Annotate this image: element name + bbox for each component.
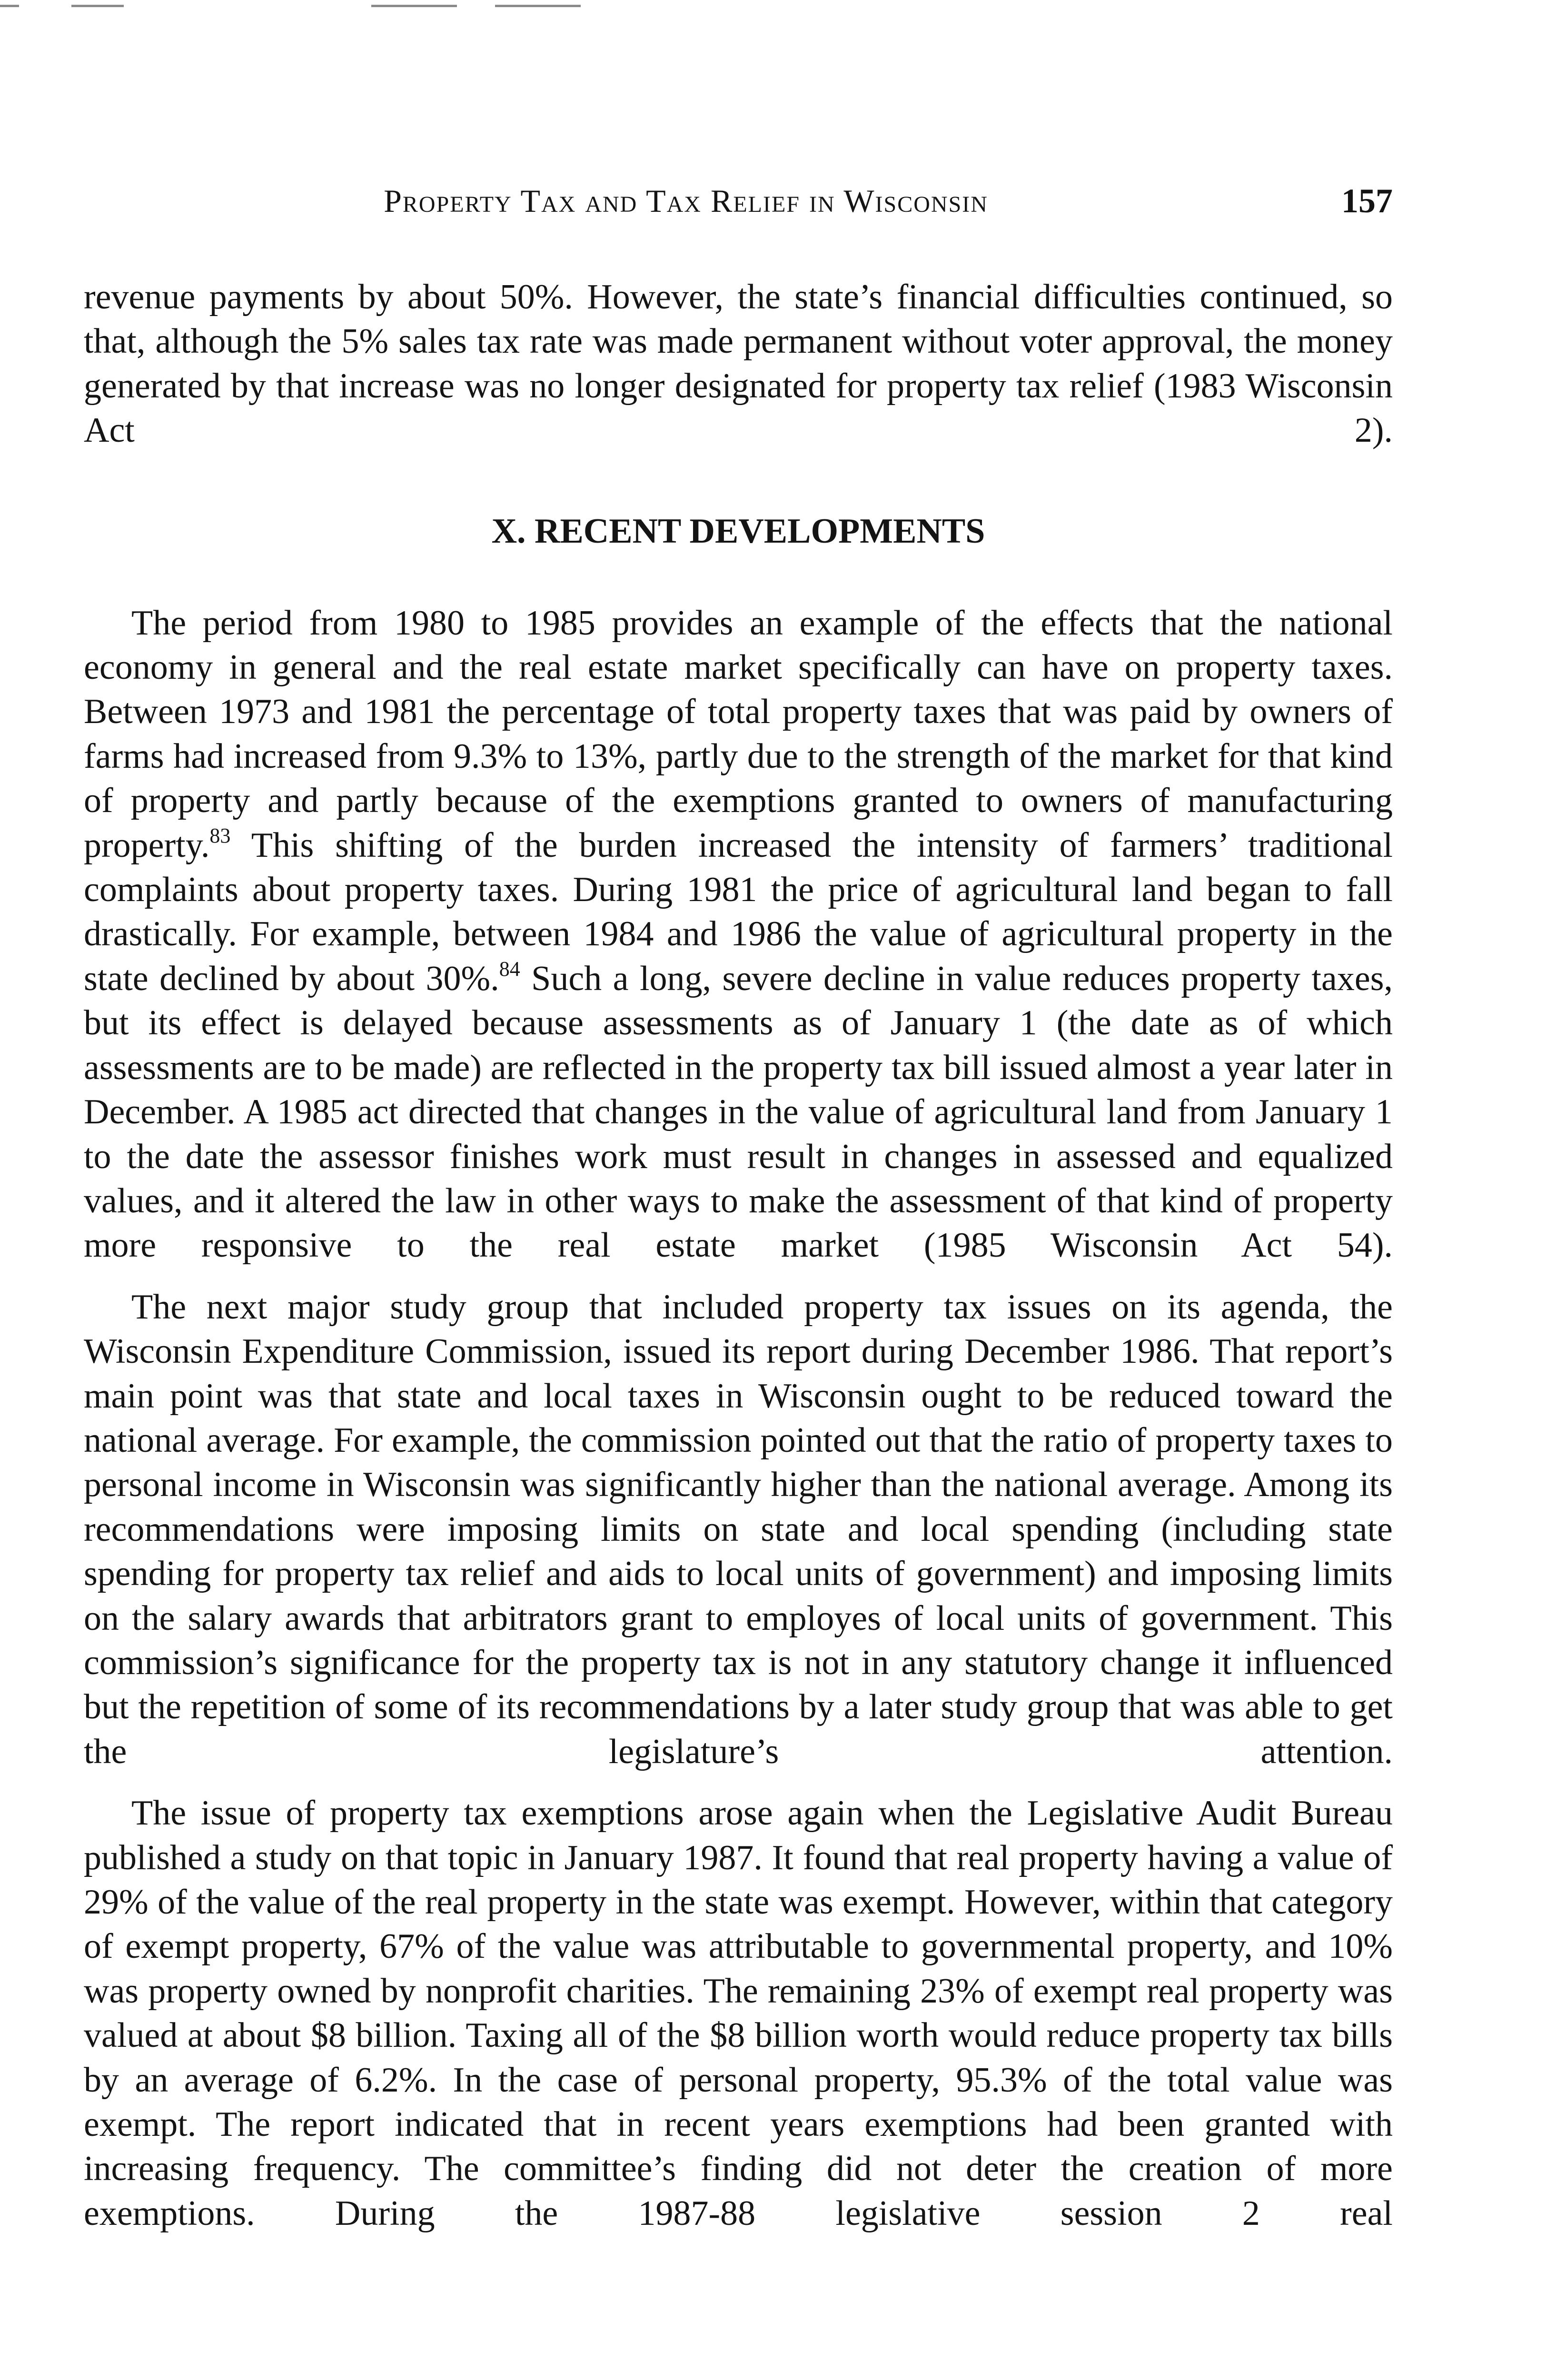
scan-artifact-marks: [0, 0, 619, 19]
paragraph-text: The period from 1980 to 1985 provides an example of the effects that the national economy in general and the real estate market specifically can have on property taxes. Between 1973 and 1981 the percentage of total property taxes that was paid by owners of farms had increased from 9.3% to 13%, partly due to the strength of the market for that kind of property and partly because of the exemptions granted to owners of manufacturing property.: [84, 603, 1393, 865]
paragraph-continuation: [84, 275, 1393, 453]
paragraph-text: Such a long, severe decline in value reduces property taxes, but its effect is delayed because assessments as of January 1 (the date as of which assessments are to be made) are reflected in the property tax bill issued almost a year later in December. A 1985 act directed that changes in the value of agricultural land from January 1 to the date the assessor finishes work must result in changes in assessed and equalized values, and it altered the law in other ways to make the assessment of that kind of property more responsive to the real estate market (1985 Wisconsin Act 54).: [84, 959, 1393, 1265]
footnote-ref-83[interactable]: 83: [209, 823, 231, 847]
section-heading: X. RECENT DEVELOPMENTS: [491, 511, 985, 551]
page-number: 157: [1341, 182, 1393, 220]
paragraph-text: The next major study group that included property tax issues on its agenda, the Wisconsin Expenditure Commission, issued its report during December 1986. That report’s main point was that state and local taxes in Wisconsin ought to be reduced toward the national average. For example, the commission pointed out that the ratio of property taxes to personal income in Wisconsin was significantly higher than the national average. Among its recommendations were imposing limits on state and local spending (including state spending for property tax relief and aids to local units of government) and imposing limits on the salary awards that arbitrators grant to employes of local units of government. This commission’s significance for the property tax is not in any statutory change it influenced but the repetition of some of its recommendations by a later study group that was able to get the legislature’s attention.: [84, 1287, 1393, 1771]
paragraph-text: This shifting of the burden increased the intensity of farmers’ traditional complaints about property taxes. During 1981 the price of agricultural land began to fall drastically. For example, between 1984 and 1986 the value of agricultural property in the state declined by about 30%.: [84, 825, 1393, 998]
paragraph-tax-exemptions: [84, 1791, 1393, 2236]
paragraph-text: revenue payments by about 50%. However, the state’s financial difficulties continued, so that, although the 5% sales tax rate was made permanent without voter approval, the money generated by that increase was no longer designated for property tax relief (1983 Wisconsin Act 2).: [84, 278, 1393, 450]
page-body: [84, 275, 1393, 2236]
page-header: [84, 177, 1393, 225]
paragraph-text: The issue of property tax exemptions arose again when the Legislative Audit Bureau published a study on that topic in January 1987. It found that real property having a value of 29% of the value of the real property in the state was exempt. However, within that category of exempt property, 67% of the value was attributable to governmental property, and 10% was property owned by nonprofit charities. The remaining 23% of exempt real property was valued at about $8 billion. Taxing all of the $8 billion worth would reduce property tax bills by an average of 6.2%. In the case of personal property, 95.3% of the total value was exempt. The report indicated that in recent years exemptions had been granted with increasing frequency. The committee’s finding did not deter the creation of more exemptions. During the 1987-88 legislative session 2 real: [84, 1794, 1393, 2233]
footnote-ref-84[interactable]: 84: [499, 957, 520, 981]
running-head: Property Tax and Tax Relief in Wisconsin: [384, 183, 988, 219]
paragraph-recent-developments: [84, 601, 1393, 1268]
paragraph-expenditure-commission: [84, 1285, 1393, 1774]
